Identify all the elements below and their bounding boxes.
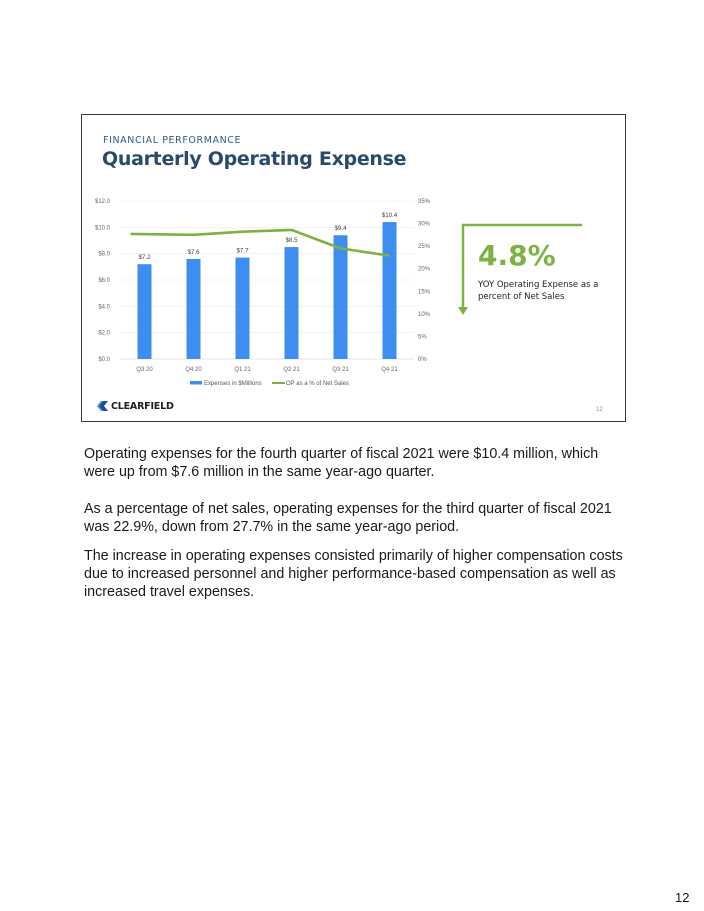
slide-number: 12	[596, 407, 603, 413]
logo-text: CLEARFIELD	[111, 400, 174, 412]
slide	[81, 114, 626, 422]
y-tick-label: $4.0	[98, 304, 110, 311]
bar-data-label: $9.4	[334, 225, 347, 233]
y2-tick-label: 30%	[418, 221, 431, 228]
y-tick-label: $10.0	[94, 225, 110, 232]
y-tick-label: $6.0	[98, 278, 110, 284]
y-tick-label: $12.0	[94, 199, 110, 205]
page-number: 12	[675, 890, 690, 905]
slide-kicker: FINANCIAL PERFORMANCE	[103, 135, 242, 146]
y-tick-label: $0.0	[98, 357, 110, 363]
callout-value: 4.8%	[478, 239, 556, 272]
y2-tick-label: 15%	[418, 289, 431, 296]
bar-data-label: $7.2	[138, 254, 151, 262]
clearfield-logo-icon	[97, 400, 109, 412]
y2-tick-label: 35%	[418, 199, 431, 205]
notes-paragraph-1: Operating expenses for the fourth quarter of fiscal 2021 were $10.4 million, which were up from $7.6 million in the same year-ago quarter.	[84, 446, 599, 480]
x-tick-label: Q3 20	[136, 367, 153, 373]
y2-tick-label: 20%	[418, 266, 431, 273]
bar-data-label: $8.5	[285, 237, 298, 245]
y2-tick-label: 5%	[418, 334, 427, 341]
x-tick-label: Q1 21	[234, 367, 251, 373]
y-tick-label: $8.0	[98, 251, 110, 258]
x-tick-label: Q4 21	[381, 367, 398, 373]
legend-label-line: OP as a % of Net Sales	[286, 381, 349, 387]
notes-paragraph-2: As a percentage of net sales, operating expenses for the third quarter of fiscal 2021 was 22.9%, down from 27.7% in the same year-ago period.	[84, 501, 612, 535]
clearfield-logo	[97, 400, 174, 412]
x-tick-label: Q3 21	[332, 367, 349, 373]
slide-title: Quarterly Operating Expense	[102, 148, 407, 170]
notes-paragraph-3: The increase in operating expenses consisted primarily of higher compensation costs due to increased personnel and higher performance-based compensation as well as increased travel expenses.	[84, 548, 623, 600]
y-tick-label: $2.0	[98, 330, 110, 337]
callout-label: YOY Operating Expense as a percent of Net Sales	[478, 280, 599, 302]
bar-data-label: $10.4	[381, 212, 398, 220]
x-tick-label: Q2 21	[283, 367, 300, 373]
legend-label-bars: Expenses in $Millions	[204, 381, 262, 387]
bar-data-label: $7.6	[187, 248, 200, 256]
y2-tick-label: 10%	[418, 311, 431, 318]
y2-tick-label: 0%	[418, 357, 427, 363]
bar-data-label: $7.7	[236, 247, 249, 255]
x-tick-label: Q4 20	[185, 367, 202, 373]
y2-tick-label: 25%	[418, 244, 431, 251]
